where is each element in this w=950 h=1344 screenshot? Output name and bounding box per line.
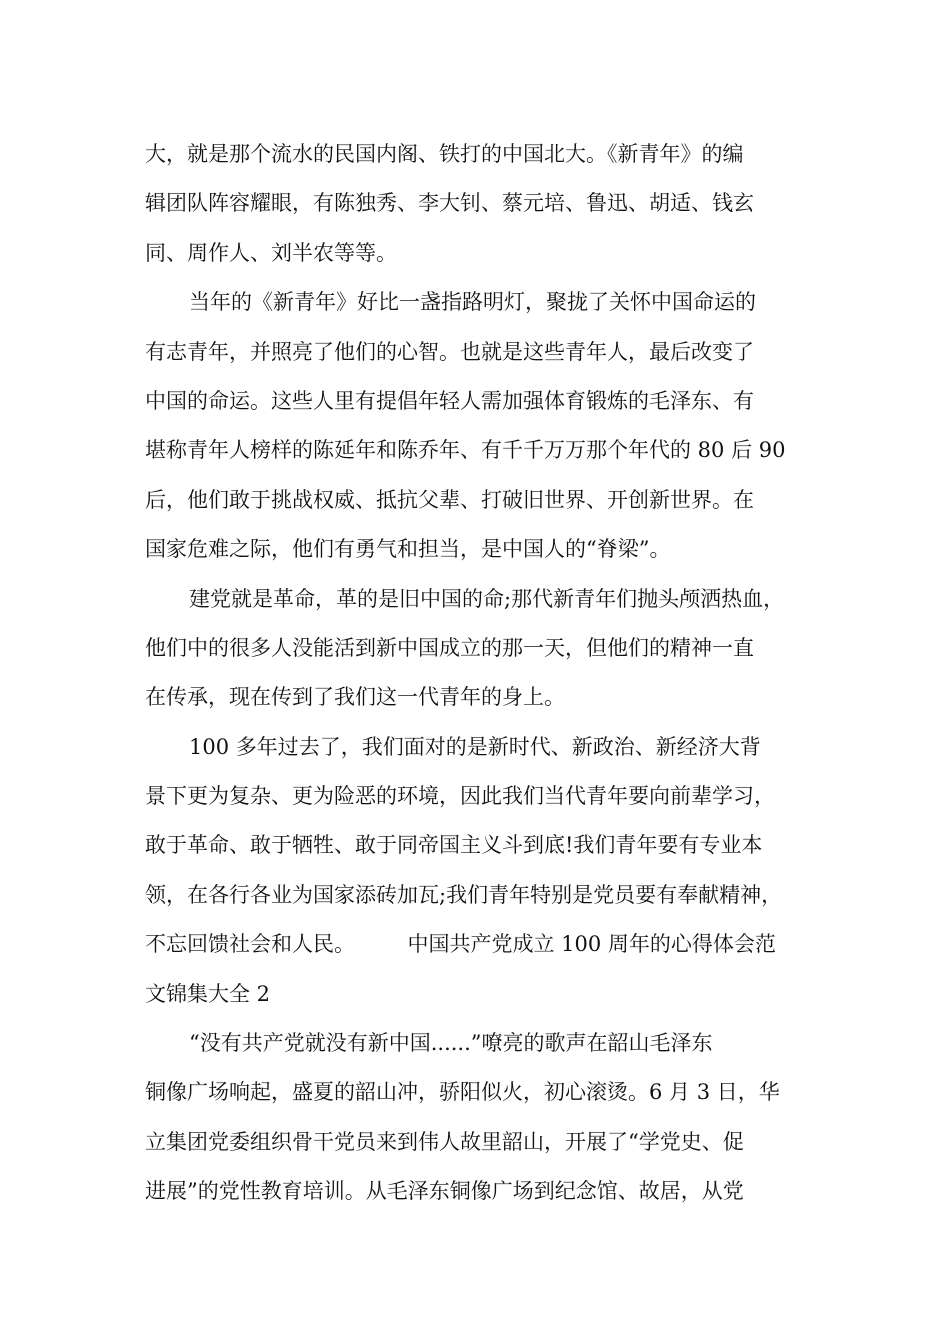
paragraph-start-line: 100 多年过去了，我们面对的是新时代、新政治、新经济大背 <box>189 734 761 759</box>
paragraph-start-line: 建党就是革命，革的是旧中国的命;那代新青年们抛头颅洒热血， <box>189 586 785 611</box>
text-line: 不忘回馈社会和人民。 中国共产党成立 100 周年的心得体会范 <box>145 932 776 957</box>
text-line: 有志青年，并照亮了他们的心智。也就是这些青年人，最后改变了 <box>145 339 754 364</box>
text-line: 辑团队阵容耀眼，有陈独秀、李大钊、蔡元培、鲁迅、胡适、钱玄 <box>145 191 754 216</box>
text-line: 同、周作人、刘半农等等。 <box>145 240 397 265</box>
text-line: 铜像广场响起，盛夏的韶山冲，骄阳似火，初心滚烫。6 月 3 日，华 <box>145 1080 780 1105</box>
text-line: 他们中的很多人没能活到新中国成立的那一天，但他们的精神一直 <box>145 635 754 660</box>
text-line: 后，他们敢于挑战权威、抵抗父辈、打破旧世界、开创新世界。在 <box>145 487 754 512</box>
paragraph-start-line: 当年的《新青年》好比一盏指路明灯，聚拢了关怀中国命运的 <box>189 290 756 315</box>
paragraph-start-line: “没有共产党就没有新中国......”嘹亮的歌声在韶山毛泽东 <box>189 1031 713 1056</box>
text-line: 在传承，现在传到了我们这一代青年的身上。 <box>145 685 565 710</box>
text-line: 领，在各行各业为国家添砖加瓦;我们青年特别是党员要有奉献精神， <box>145 882 783 907</box>
text-line: 堪称青年人榜样的陈延年和陈乔年、有千千万万那个年代的 80 后 90 <box>145 438 786 463</box>
text-line: 景下更为复杂、更为险恶的环境，因此我们当代青年要向前辈学习， <box>145 784 775 809</box>
text-line: 大，就是那个流水的民国内阁、铁打的中国北大。《新青年》的编 <box>145 142 744 166</box>
text-line: 文锦集大全 2 <box>145 981 271 1006</box>
document-body <box>145 130 815 1217</box>
text-line: 敢于革命、敢于牺牲、敢于同帝国主义斗到底!我们青年要有专业本 <box>145 833 763 858</box>
text-line: 国家危难之际，他们有勇气和担当，是中国人的“脊梁”。 <box>145 537 671 562</box>
text-line: 立集团党委组织骨干党员来到伟人故里韶山，开展了“学党史、促 <box>145 1129 744 1154</box>
text-line: 中国的命运。这些人里有提倡年轻人需加强体育锻炼的毛泽东、有 <box>145 388 754 413</box>
text-line: 进展”的党性教育培训。从毛泽东铜像广场到纪念馆、故居，从党 <box>145 1179 744 1204</box>
